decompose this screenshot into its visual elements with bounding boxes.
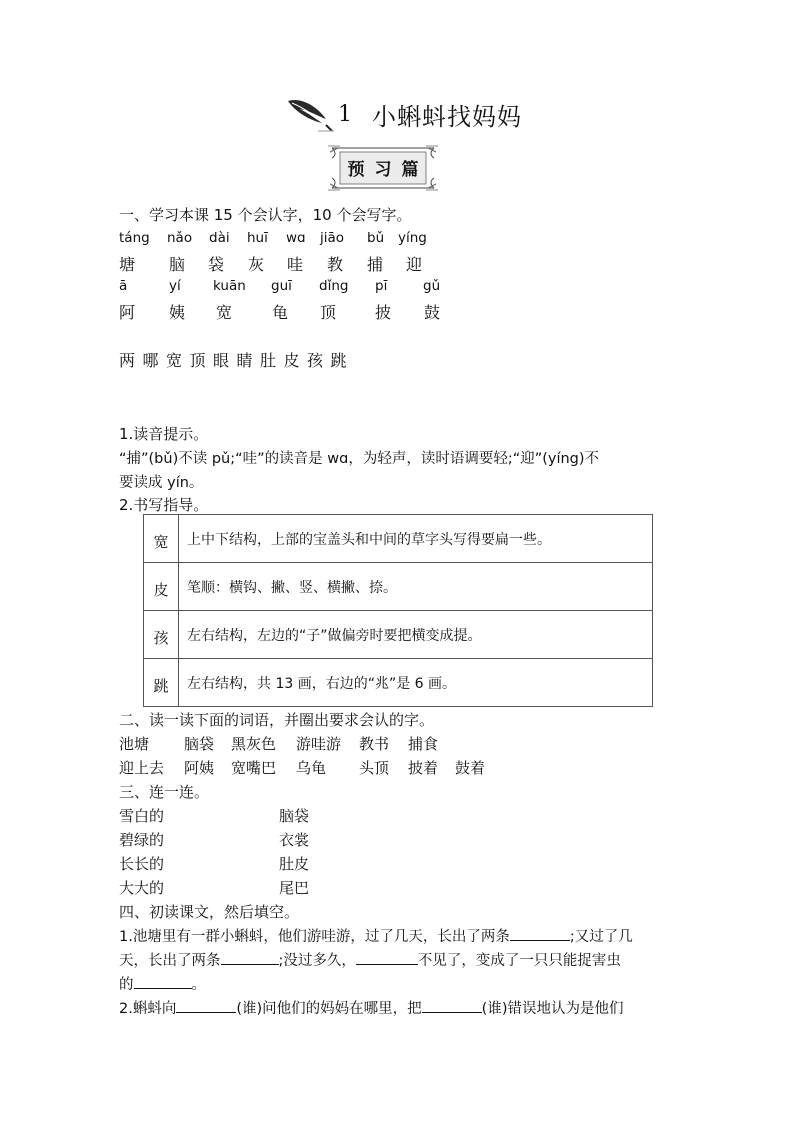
hanzi: 眼: [213, 351, 230, 370]
pinyin: bǔ: [367, 230, 385, 246]
match-right-item: 尾巴: [279, 879, 310, 897]
pronunciation-tip-line1: “捕”(bǔ)不读 pǔ;“哇”的读音是 wɑ，为轻声，读时语调要轻;“迎”(yíng)不: [119, 451, 600, 467]
lesson-title: [286, 94, 522, 134]
word: 披着: [408, 759, 439, 777]
pinyin: kuān: [213, 278, 246, 294]
table-row: [144, 563, 653, 611]
pinyin: yíng: [398, 230, 427, 246]
question-text: 的: [119, 977, 134, 993]
hanzi: 捕: [367, 255, 384, 274]
hanzi: 阿: [119, 303, 136, 322]
pinyin: huī: [247, 230, 268, 246]
hanzi: 肚: [260, 351, 277, 370]
hanzi: 塘: [119, 255, 136, 274]
pinyin: guī: [271, 278, 292, 294]
pinyin: táng: [119, 230, 150, 246]
word: 宽嘴巴: [231, 759, 277, 777]
hanzi: 两: [119, 351, 136, 370]
pinyin: nǎo: [167, 230, 193, 246]
hanzi: 袋: [208, 255, 225, 274]
word: 游哇游: [296, 735, 342, 753]
question-text: ;没过多久，: [278, 953, 356, 969]
question-text: 天，长出了两条: [119, 953, 221, 969]
match-left-item: 长长的: [119, 855, 165, 873]
guide-desc: 上中下结构，上部的宝盖头和中间的草字头写得要扁一些。: [179, 515, 653, 563]
hanzi: 宽: [166, 351, 183, 370]
guide-char: 跳: [144, 659, 179, 707]
guide-desc: 左右结构，共 13 画，右边的“兆”是 6 画。: [179, 659, 653, 707]
match-right-item: 衣裳: [279, 831, 310, 849]
hanzi: 哪: [142, 351, 159, 370]
hanzi: 跳: [330, 351, 347, 370]
section1-heading: 一、学习本课 15 个会认字，10 个会写字。: [119, 206, 412, 224]
guide-char: 皮: [144, 563, 179, 611]
hanzi: 披: [375, 303, 392, 322]
question-text: 不见了，变成了一只只能捉害虫: [417, 953, 621, 969]
word: 池塘: [119, 735, 150, 753]
pinyin: yí: [169, 278, 181, 294]
quill-pen-icon: [286, 95, 336, 133]
pronunciation-tip-line2: 要读成 yín。: [119, 475, 204, 491]
hanzi: 脑: [169, 255, 186, 274]
blank-answer[interactable]: [176, 1011, 236, 1013]
word: 黑灰色: [231, 735, 277, 753]
match-right-item: 脑袋: [279, 807, 310, 825]
hanzi: 宽: [216, 303, 233, 322]
question-text: (谁)错误地认为是他们: [481, 1001, 624, 1017]
word: 捕食: [408, 735, 439, 753]
pinyin: jiāo: [320, 230, 345, 246]
hanzi: 灰: [248, 255, 265, 274]
hanzi: 睛: [236, 351, 253, 370]
question2-line1: [119, 997, 624, 1018]
hanzi: 顶: [320, 303, 337, 322]
hanzi: 迎: [406, 255, 423, 274]
word: 鼓着: [455, 759, 486, 777]
question1-line1: [119, 925, 633, 946]
pinyin: pī: [375, 278, 388, 294]
hanzi: 皮: [283, 351, 300, 370]
hanzi: 孩: [307, 351, 324, 370]
blank-answer[interactable]: [134, 987, 192, 989]
word: 迎上去: [119, 759, 165, 777]
section4-heading: 四、初读课文，然后填空。: [119, 903, 300, 921]
blank-answer[interactable]: [422, 1011, 482, 1013]
word: 乌龟: [296, 759, 327, 777]
section2-heading: 二、读一读下面的词语，并圈出要求会认的字。: [119, 711, 435, 729]
question1-line3: [119, 973, 206, 994]
preview-banner-label: 预习篇: [347, 160, 429, 180]
hanzi: 教: [327, 255, 344, 274]
question-text: 。: [191, 977, 206, 993]
pinyin: ā: [119, 278, 128, 294]
writing-guide-table: [143, 514, 653, 707]
question1-line2: [119, 949, 621, 970]
question-text: 1.池塘里有一群小蝌蚪，他们游哇游，过了几天，长出了两条: [119, 929, 510, 945]
guide-desc: 笔顺：横钩、撇、竖、横撇、捺。: [179, 563, 653, 611]
hanzi: 哇: [287, 255, 304, 274]
match-right-item: 肚皮: [279, 855, 310, 873]
table-row: [144, 659, 653, 707]
match-left-item: 大大的: [119, 879, 165, 897]
pronunciation-tip-heading: 1.读音提示。: [119, 425, 209, 443]
pinyin: dài: [209, 230, 230, 246]
table-row: [144, 515, 653, 563]
blank-answer[interactable]: [221, 963, 279, 965]
pinyin: wɑ: [286, 230, 306, 246]
match-left-item: 雪白的: [119, 807, 165, 825]
hanzi: 姨: [169, 303, 186, 322]
lesson-number: 1: [338, 101, 352, 127]
blank-answer[interactable]: [356, 963, 418, 965]
pinyin: dǐng: [319, 278, 349, 294]
table-row: [144, 611, 653, 659]
blank-answer[interactable]: [510, 939, 570, 941]
guide-char: 宽: [144, 515, 179, 563]
word: 教书: [359, 735, 390, 753]
question-text: (谁)问他们的妈妈在哪里，把: [236, 1001, 422, 1017]
pinyin: gǔ: [423, 278, 441, 294]
word: 脑袋: [184, 735, 215, 753]
question-text: ;又过了几: [569, 929, 633, 945]
question-text: 2.蝌蚪向: [119, 1001, 177, 1017]
lesson-title-text: 小蝌蚪找妈妈: [372, 102, 522, 131]
match-left-item: 碧绿的: [119, 831, 165, 849]
writing-guide-heading: 2.书写指导。: [119, 496, 209, 514]
guide-char: 孩: [144, 611, 179, 659]
hanzi: 龟: [272, 303, 289, 322]
guide-desc: 左右结构，左边的“子”做偏旁时要把横变成提。: [179, 611, 653, 659]
word: 阿姨: [184, 759, 215, 777]
section3-heading: 三、连一连。: [119, 783, 210, 801]
hanzi: 鼓: [424, 303, 441, 322]
word: 头顶: [359, 759, 390, 777]
hanzi: 顶: [189, 351, 206, 370]
writing-characters: [119, 348, 354, 371]
